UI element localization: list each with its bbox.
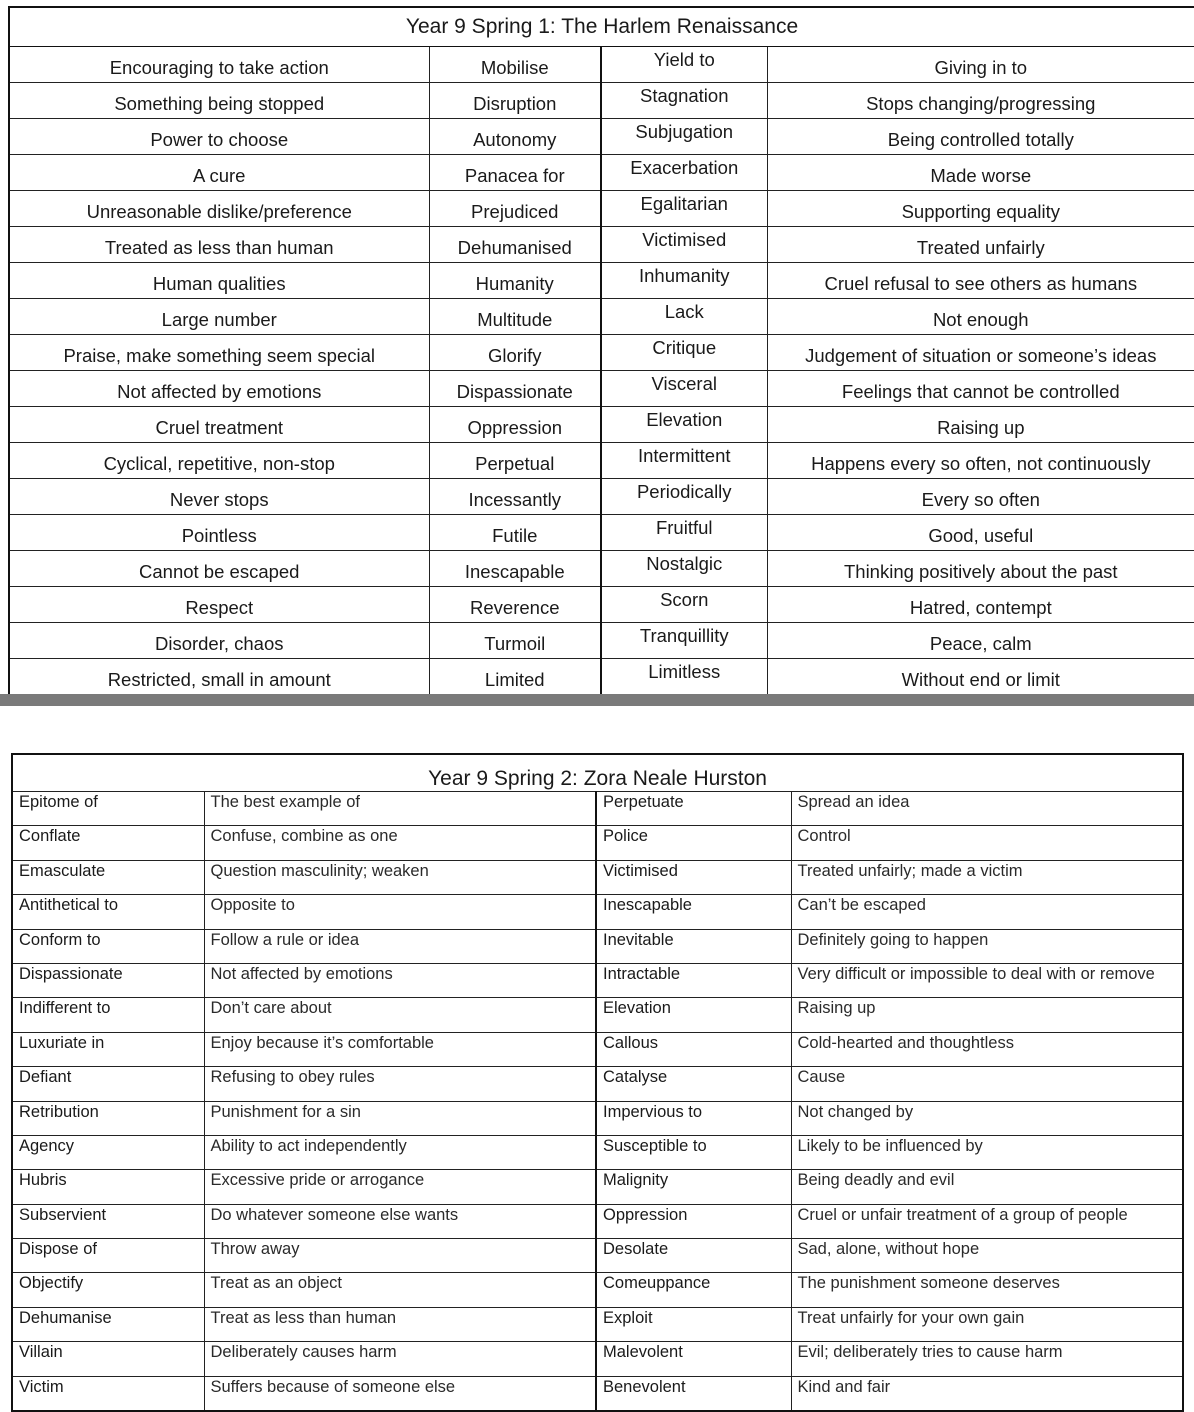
table-row <box>12 1342 1183 1376</box>
definition-cell: Never stops <box>9 479 429 515</box>
definition-cell: Something being stopped <box>9 83 429 119</box>
antonym-cell: Limitless <box>601 659 767 696</box>
table-row <box>12 1101 1183 1135</box>
term-cell: Autonomy <box>429 119 601 155</box>
definition-cell: Don’t care about <box>204 998 596 1032</box>
antonym-definition-cell: Peace, calm <box>767 623 1194 659</box>
definition-cell: Throw away <box>204 1239 596 1273</box>
term-cell: Victimised <box>596 860 791 894</box>
antonym-cell: Exacerbation <box>601 155 767 191</box>
antonym-cell: Inhumanity <box>601 263 767 299</box>
section-divider <box>0 694 1194 706</box>
table-row <box>12 826 1183 860</box>
antonym-definition-cell: Cruel refusal to see others as humans <box>767 263 1194 299</box>
term-cell: Humanity <box>429 263 601 299</box>
table-row <box>9 155 1194 191</box>
term-cell: Inescapable <box>429 551 601 587</box>
table2-body <box>12 792 1183 1412</box>
table-title-row <box>12 754 1183 792</box>
definition-cell: Spread an idea <box>791 792 1183 826</box>
definition-cell: Question masculinity; weaken <box>204 860 596 894</box>
table-row <box>9 371 1194 407</box>
definition-cell: The punishment someone deserves <box>791 1273 1183 1307</box>
antonym-cell: Subjugation <box>601 119 767 155</box>
definition-cell: Refusing to obey rules <box>204 1067 596 1101</box>
table-row <box>9 191 1194 227</box>
definition-cell: Restricted, small in amount <box>9 659 429 696</box>
term-cell: Oppression <box>596 1204 791 1238</box>
definition-cell: Cold-hearted and thoughtless <box>791 1032 1183 1066</box>
table-row <box>12 1032 1183 1066</box>
term-cell: Dehumanise <box>12 1307 204 1341</box>
term-cell: Multitude <box>429 299 601 335</box>
definition-cell: Definitely going to happen <box>791 929 1183 963</box>
definition-cell: Not affected by emotions <box>204 963 596 997</box>
definition-cell: Likely to be influenced by <box>791 1135 1183 1169</box>
term-cell: Subservient <box>12 1204 204 1238</box>
antonym-cell: Stagnation <box>601 83 767 119</box>
antonym-definition-cell: Hatred, contempt <box>767 587 1194 623</box>
term-cell: Defiant <box>12 1067 204 1101</box>
definition-cell: Ability to act independently <box>204 1135 596 1169</box>
definition-cell: Pointless <box>9 515 429 551</box>
term-cell: Perpetual <box>429 443 601 479</box>
definition-cell: Opposite to <box>204 895 596 929</box>
definition-cell: Very difficult or impossible to deal with or remove <box>791 963 1183 997</box>
definition-cell: Evil; deliberately tries to cause harm <box>791 1342 1183 1376</box>
antonym-definition-cell: Treated unfairly <box>767 227 1194 263</box>
definition-cell: Large number <box>9 299 429 335</box>
term-cell: Conform to <box>12 929 204 963</box>
term-cell: Prejudiced <box>429 191 601 227</box>
table-row <box>12 1135 1183 1169</box>
harlem-renaissance-vocab-table <box>8 6 1194 696</box>
term-cell: Futile <box>429 515 601 551</box>
definition-cell: Treat unfairly for your own gain <box>791 1307 1183 1341</box>
definition-cell: Can’t be escaped <box>791 895 1183 929</box>
zora-neale-hurston-vocab-table <box>11 753 1184 1412</box>
definition-cell: Raising up <box>791 998 1183 1032</box>
table-row <box>9 227 1194 263</box>
table-title-row <box>9 7 1194 47</box>
definition-cell: Excessive pride or arrogance <box>204 1170 596 1204</box>
term-cell: Comeuppance <box>596 1273 791 1307</box>
antonym-definition-cell: Made worse <box>767 155 1194 191</box>
term-cell: Panacea for <box>429 155 601 191</box>
definition-cell: Confuse, combine as one <box>204 826 596 860</box>
term-cell: Villain <box>12 1342 204 1376</box>
antonym-cell: Victimised <box>601 227 767 263</box>
antonym-definition-cell: Good, useful <box>767 515 1194 551</box>
term-cell: Dispassionate <box>12 963 204 997</box>
term-cell: Exploit <box>596 1307 791 1341</box>
table-row <box>9 335 1194 371</box>
antonym-definition-cell: Feelings that cannot be controlled <box>767 371 1194 407</box>
definition-cell: Do whatever someone else wants <box>204 1204 596 1238</box>
table-row <box>9 299 1194 335</box>
definition-cell: Unreasonable dislike/preference <box>9 191 429 227</box>
definition-cell: Treated unfairly; made a victim <box>791 860 1183 894</box>
term-cell: Oppression <box>429 407 601 443</box>
table-row <box>9 119 1194 155</box>
definition-cell: Treat as an object <box>204 1273 596 1307</box>
definition-cell: Respect <box>9 587 429 623</box>
antonym-cell: Visceral <box>601 371 767 407</box>
term-cell: Incessantly <box>429 479 601 515</box>
term-cell: Glorify <box>429 335 601 371</box>
antonym-definition-cell: Supporting equality <box>767 191 1194 227</box>
term-cell: Desolate <box>596 1239 791 1273</box>
table-row <box>12 1067 1183 1101</box>
term-cell: Impervious to <box>596 1101 791 1135</box>
definition-cell: Cruel treatment <box>9 407 429 443</box>
term-cell: Perpetuate <box>596 792 791 826</box>
table-row <box>9 515 1194 551</box>
definition-cell: Treat as less than human <box>204 1307 596 1341</box>
table-row <box>9 407 1194 443</box>
term-cell: Catalyse <box>596 1067 791 1101</box>
term-cell: Indifferent to <box>12 998 204 1032</box>
term-cell: Police <box>596 826 791 860</box>
table-row <box>12 1170 1183 1204</box>
definition-cell: Treated as less than human <box>9 227 429 263</box>
term-cell: Inescapable <box>596 895 791 929</box>
term-cell: Turmoil <box>429 623 601 659</box>
definition-cell: Cruel or unfair treatment of a group of people <box>791 1204 1183 1238</box>
definition-cell: Disorder, chaos <box>9 623 429 659</box>
antonym-definition-cell: Thinking positively about the past <box>767 551 1194 587</box>
definition-cell: Cannot be escaped <box>9 551 429 587</box>
definition-cell: Not affected by emotions <box>9 371 429 407</box>
table-row <box>9 479 1194 515</box>
term-cell: Emasculate <box>12 860 204 894</box>
table-row <box>12 1376 1183 1411</box>
term-cell: Conflate <box>12 826 204 860</box>
table2-title: Year 9 Spring 2: Zora Neale Hurston <box>12 754 1183 792</box>
table-row <box>12 1307 1183 1341</box>
term-cell: Dehumanised <box>429 227 601 263</box>
table-row <box>9 443 1194 479</box>
table1-title: Year 9 Spring 1: The Harlem Renaissance <box>9 7 1194 47</box>
definition-cell: Human qualities <box>9 263 429 299</box>
definition-cell: Kind and fair <box>791 1376 1183 1411</box>
term-cell: Malignity <box>596 1170 791 1204</box>
table-row <box>12 1204 1183 1238</box>
term-cell: Epitome of <box>12 792 204 826</box>
definition-cell: A cure <box>9 155 429 191</box>
table-row <box>9 47 1194 83</box>
term-cell: Reverence <box>429 587 601 623</box>
table1-body <box>9 47 1194 696</box>
antonym-definition-cell: Giving in to <box>767 47 1194 83</box>
table-row <box>12 1239 1183 1273</box>
term-cell: Dispose of <box>12 1239 204 1273</box>
definition-cell: Praise, make something seem special <box>9 335 429 371</box>
term-cell: Malevolent <box>596 1342 791 1376</box>
definition-cell: Control <box>791 826 1183 860</box>
antonym-cell: Lack <box>601 299 767 335</box>
table-row <box>9 659 1194 696</box>
table-row <box>9 587 1194 623</box>
term-cell: Susceptible to <box>596 1135 791 1169</box>
table-row <box>12 792 1183 826</box>
term-cell: Intractable <box>596 963 791 997</box>
antonym-cell: Egalitarian <box>601 191 767 227</box>
definition-cell: Punishment for a sin <box>204 1101 596 1135</box>
table-row <box>9 623 1194 659</box>
antonym-cell: Nostalgic <box>601 551 767 587</box>
table-row <box>12 860 1183 894</box>
antonym-cell: Periodically <box>601 479 767 515</box>
definition-cell: Cyclical, repetitive, non-stop <box>9 443 429 479</box>
antonym-cell: Fruitful <box>601 515 767 551</box>
table-row <box>12 895 1183 929</box>
antonym-cell: Tranquillity <box>601 623 767 659</box>
antonym-definition-cell: Happens every so often, not continuously <box>767 443 1194 479</box>
antonym-cell: Critique <box>601 335 767 371</box>
definition-cell: Suffers because of someone else <box>204 1376 596 1411</box>
antonym-cell: Elevation <box>601 407 767 443</box>
definition-cell: Not changed by <box>791 1101 1183 1135</box>
antonym-definition-cell: Not enough <box>767 299 1194 335</box>
antonym-definition-cell: Every so often <box>767 479 1194 515</box>
term-cell: Agency <box>12 1135 204 1169</box>
term-cell: Luxuriate in <box>12 1032 204 1066</box>
table-row <box>12 998 1183 1032</box>
antonym-definition-cell: Judgement of situation or someone’s ideas <box>767 335 1194 371</box>
antonym-cell: Intermittent <box>601 443 767 479</box>
term-cell: Objectify <box>12 1273 204 1307</box>
term-cell: Benevolent <box>596 1376 791 1411</box>
antonym-definition-cell: Raising up <box>767 407 1194 443</box>
term-cell: Disruption <box>429 83 601 119</box>
antonym-definition-cell: Stops changing/progressing <box>767 83 1194 119</box>
table-row <box>12 963 1183 997</box>
definition-cell: Cause <box>791 1067 1183 1101</box>
definition-cell: Power to choose <box>9 119 429 155</box>
definition-cell: Enjoy because it’s comfortable <box>204 1032 596 1066</box>
definition-cell: Being deadly and evil <box>791 1170 1183 1204</box>
table-row <box>12 1273 1183 1307</box>
term-cell: Inevitable <box>596 929 791 963</box>
definition-cell: Encouraging to take action <box>9 47 429 83</box>
definition-cell: Follow a rule or idea <box>204 929 596 963</box>
antonym-definition-cell: Without end or limit <box>767 659 1194 696</box>
term-cell: Dispassionate <box>429 371 601 407</box>
term-cell: Hubris <box>12 1170 204 1204</box>
term-cell: Retribution <box>12 1101 204 1135</box>
table-row <box>9 83 1194 119</box>
term-cell: Mobilise <box>429 47 601 83</box>
definition-cell: Deliberately causes harm <box>204 1342 596 1376</box>
table-row <box>9 263 1194 299</box>
table-row <box>9 551 1194 587</box>
term-cell: Callous <box>596 1032 791 1066</box>
term-cell: Victim <box>12 1376 204 1411</box>
term-cell: Limited <box>429 659 601 696</box>
definition-cell: Sad, alone, without hope <box>791 1239 1183 1273</box>
antonym-definition-cell: Being controlled totally <box>767 119 1194 155</box>
term-cell: Elevation <box>596 998 791 1032</box>
antonym-cell: Yield to <box>601 47 767 83</box>
definition-cell: The best example of <box>204 792 596 826</box>
term-cell: Antithetical to <box>12 895 204 929</box>
table-row <box>12 929 1183 963</box>
antonym-cell: Scorn <box>601 587 767 623</box>
